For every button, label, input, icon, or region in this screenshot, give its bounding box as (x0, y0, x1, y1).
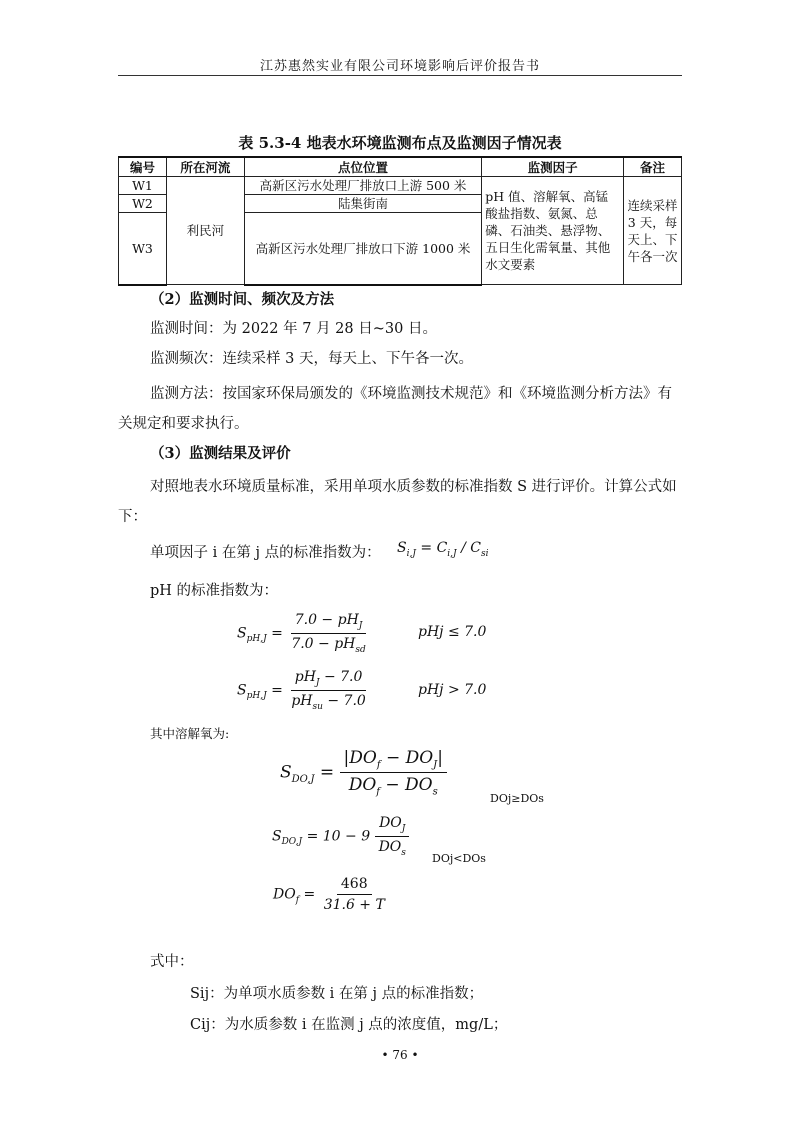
condition-ph-low: pHj ≤ 7.0 (418, 624, 487, 640)
condition-do-low: DOj<DOs (432, 852, 486, 865)
section2-heading: （2）监测时间、频次及方法 (150, 291, 335, 308)
page-number: • 76 • (381, 1048, 419, 1062)
col-header-id: 编号 (119, 157, 167, 177)
col-header-factors: 监测因子 (482, 157, 624, 177)
col-header-river: 所在河流 (166, 157, 244, 177)
section3-heading: （3）监测结果及评价 (150, 445, 291, 462)
condition-ph-high: pHj > 7.0 (418, 682, 487, 698)
definition-sij: Sij：为单项水质参数 i 在第 j 点的标准指数； (190, 986, 484, 1002)
section3-intro: 对照地表水环境质量标准，采用单项水质参数的标准指数 S 进行评价。计算公式如下： (118, 479, 677, 525)
cell-factors: pH 值、溶解氧、高锰酸盐指数、氨氮、总磷、石油类、悬浮物、五日生化需氧量、其他水文要素 (482, 177, 624, 285)
cell-river: 利民河 (166, 177, 244, 285)
page-header: 江苏惠然实业有限公司环境影响后评价报告书 (259, 59, 540, 74)
col-header-remark: 备注 (624, 157, 682, 177)
cell-id: W1 (119, 177, 167, 195)
cell-location: 高新区污水处理厂排放口上游 500 米 (244, 177, 482, 195)
cell-id: W3 (119, 213, 167, 285)
monitoring-time: 监测时间：为 2022 年 7 月 28 日~30 日。 (150, 321, 437, 337)
cell-id: W2 (119, 195, 167, 213)
cell-remark: 连续采样 3 天，每天上、下午各一次 (624, 177, 682, 285)
monitoring-table (118, 156, 682, 286)
formula-do-high: $S_{DO,J}$ = $\frac{|DO_f - DO_J|}{DO_f - DO_s}$ (280, 748, 447, 798)
do-label: 其中溶解氧为: (150, 726, 230, 741)
monitoring-method: 监测方法：按国家环保局颁发的《环境监测技术规范》和《环境监测分析方法》有关规定和要求执行。 (118, 386, 672, 432)
single-index-label: 单项因子 i 在第 j 点的标准指数为： (150, 545, 381, 561)
header-rule (118, 75, 682, 76)
formula-do-f: $DO_f$ = $\frac{468}{31.6 + T}$ (273, 876, 385, 913)
condition-do-high: DOj≥DOs (490, 792, 544, 805)
table-header-row (119, 157, 682, 177)
formula-do-low: $S_{DO,J} = 10 - 9$ $\frac{DO_J}{DO_s}$ (272, 815, 410, 858)
col-header-location: 点位位置 (244, 157, 482, 177)
where-label: 式中： (150, 954, 194, 970)
formula-ph-high: $S_{pH,J}$ = $\frac{pH_J - 7.0}{pH_{su} - 7.0}$ (237, 669, 366, 712)
table-caption: 表 5.3-4 地表水环境监测布点及监测因子情况表 (238, 134, 562, 152)
monitoring-frequency: 监测频次：连续采样 3 天，每天上、下午各一次。 (150, 351, 473, 367)
cell-location: 陆集街南 (244, 195, 482, 213)
table-row (119, 177, 682, 195)
cell-location: 高新区污水处理厂排放口下游 1000 米 (244, 213, 482, 285)
formula-ph-low: $S_{pH,J}$ = $\frac{7.0 - pH_J}{7.0 - pH_{sd}}$ (237, 612, 366, 655)
definition-cij: Cij：为水质参数 i 在监测 j 点的浓度值，mg/L； (190, 1017, 508, 1033)
formula-single-index: $S_{i,J} = C_{i,J} / C_{si}$ (397, 540, 489, 559)
ph-index-label: pH 的标准指数为： (150, 583, 279, 599)
